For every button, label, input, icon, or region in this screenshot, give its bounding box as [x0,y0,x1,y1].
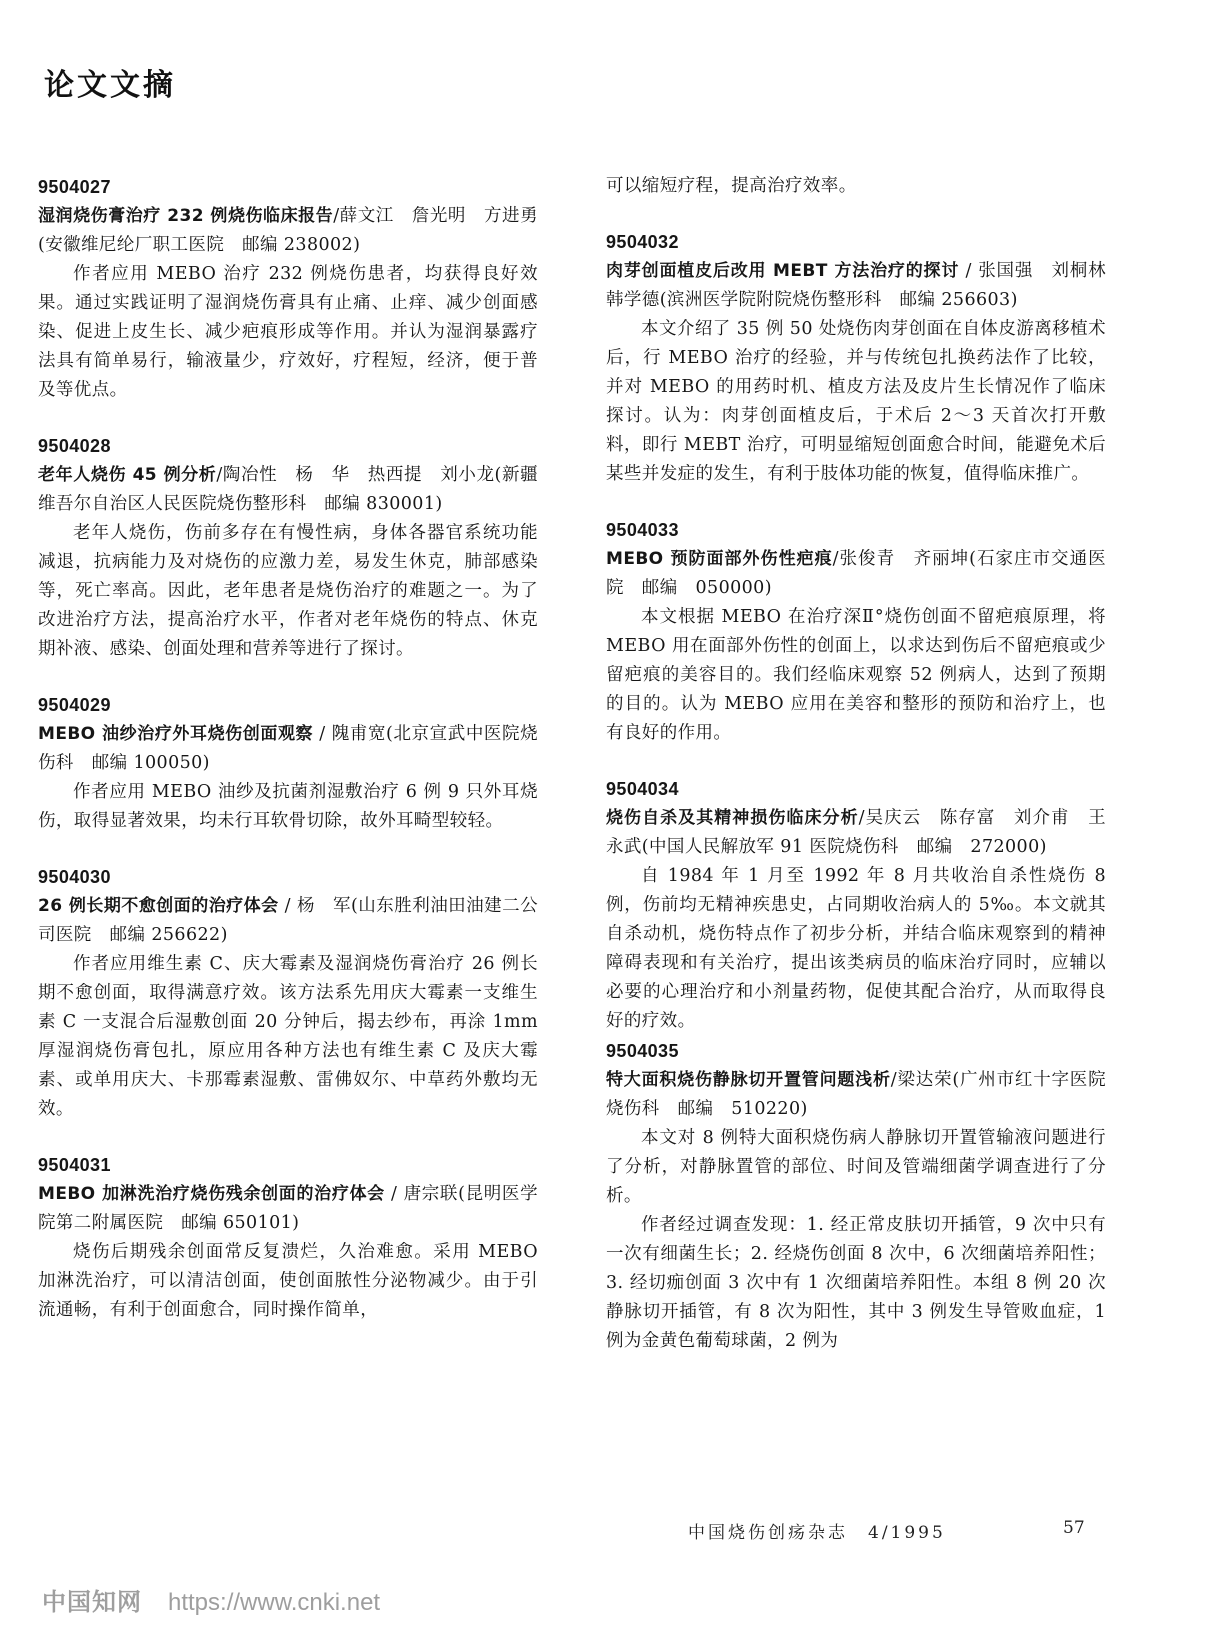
entry-title: 烧伤自杀及其精神损伤临床分析 [606,808,859,828]
cnki-logo-text: 中国知网 [42,1589,142,1616]
entry-title: MEBO 油纱治疗外耳烧伤创面观察 [38,724,314,744]
entry-title: 特大面积烧伤静脉切开置管问题浅析 [606,1070,891,1090]
entry-paragraph: 作者应用 MEBO 油纱及抗菌剂湿敷治疗 6 例 9 只外耳烧伤，取得显著效果，均未行耳软骨切除，故外耳畸型较轻。 [38,782,538,831]
entry-byline: /张俊青 齐丽坤(石家庄市交通医院 邮编 050000) [606,549,1106,598]
abstract-entry-9504035 [606,1036,1106,1356]
abstract-entry-9504028 [38,431,538,664]
entry-heading [606,545,1106,603]
entry-title: MEBO 预防面部外伤性疤痕 [606,549,833,569]
entry-paragraph: 作者应用维生素 C、庆大霉素及湿润烧伤膏治疗 26 例长期不愈创面，取得满意疗效。该方法系先用庆大霉素一支维生素 C 一支混合后湿敷创面 20 分钟后，揭去纱布，再涂 1mm 厚湿润烧伤膏包扎，原应用各种方法也有维生素 C 及庆大霉素、或单用庆大、卡那霉素湿敷、雷佛奴尔、中草药外敷均无效。 [38,954,538,1119]
abstract-entry-9504034 [606,774,1106,1036]
entry-paragraph: 作者应用 MEBO 治疗 232 例烧伤患者，均获得良好效果。通过实践证明了湿润烧伤膏具有止痛、止痒、减少创面感染、促进上皮生长、减少疤痕形成等作用。并认为湿润暴露疗法具有简单易行，输液量少，疗效好，疗程短，经济，便于普及等优点。 [38,264,538,400]
entry-title: 肉芽创面植皮后改用 MEBT 方法治疗的探讨 [606,261,960,281]
entry-title: 26 例长期不愈创面的治疗体会 [38,896,279,916]
right-column [606,172,1124,1356]
entry-paragraph: 本文对 8 例特大面积烧伤病人静脉切开置管输液问题进行了分析，对静脉置管的部位、时间及管端细菌学调查进行了分析。 [606,1128,1106,1206]
entry-paragraph: 老年人烧伤，伤前多存在有慢性病，身体各器官系统功能减退，抗病能力及对烧伤的应激力差，易发生休克，肺部感染等，死亡率高。因此，老年患者是烧伤治疗的难题之一。为了改进治疗方法，提高治疗水平，作者对老年烧伤的特点、休克期补液、感染、创面处理和营养等进行了探讨。 [38,523,538,659]
entry-title: 老年人烧伤 45 例分析 [38,465,217,485]
entry-heading [38,202,556,260]
entry-heading [38,720,538,778]
entry-byline: / 唐宗联(昆明医学院第二附属医院 邮编 650101) [38,1184,538,1233]
footer-journal-name: 中国烧伤创疡杂志 4/1995 [688,1523,946,1543]
entry-paragraph: 烧伤后期残余创面常反复溃烂，久治难愈。采用 MEBO 加淋洗治疗，可以清洁创面，使创面脓性分泌物减少。由于引流通畅，有利于创面愈合，同时操作简单， [38,1242,538,1320]
entry-title: MEBO 加淋洗治疗烧伤残余创面的治疗体会 [38,1184,385,1204]
abstract-entry-9504031 [38,1150,538,1325]
entry-id: 9504033 [606,520,679,540]
left-column [38,172,556,1325]
continued-paragraph: 可以缩短疗程，提高治疗效率。 [606,176,857,196]
entry-heading [38,1180,538,1238]
entry-byline: / 隗甫宽(北京宣武中医院烧伤科 邮编 100050) [38,724,538,773]
entry-paragraph: 作者经过调查发现：1. 经正常皮肤切开插管，9 次中只有一次有细菌生长；2. 经烧伤创面 8 次中，6 次细菌培养阳性；3. 经切痂创面 3 次中有 1 次细菌培养阳性。本组 8 例 20 次静脉切开插管，有 8 次为阳性，其中 3 例发生导管败血症，1 例为金黄色葡萄球菌，2 例为 [606,1215,1106,1351]
entry-id: 9504032 [606,232,679,252]
page-number: 57 [1063,1518,1085,1538]
entry-paragraph: 本文介绍了 35 例 50 处烧伤肉芽创面在自体皮游离移植术后，行 MEBO 治疗的经验，并与传统包扎换药法作了比较，并对 MEBO 的用药时机、植皮方法及皮片生长情况作了临床探讨。认为：肉芽创面植皮后，于术后 2～3 天首次打开敷料，即行 MEBT 治疗，可明显缩短创面愈合时间，能避免术后某些并发症的发生，有利于肢体功能的恢复，值得临床推广。 [606,319,1106,484]
entry-byline: / 张国强 刘桐林 韩学德(滨洲医学院附院烧伤整形科 邮编 256603) [606,261,1124,310]
entry-heading [38,892,538,950]
abstract-entry-9504033 [606,515,1106,748]
abstract-entry-9504027 [38,172,556,405]
entry-id: 9504034 [606,779,679,799]
entry-byline: /陶冶性 杨 华 热西提 刘小龙(新疆维吾尔自治区人民医院烧伤整形科 邮编 830001) [38,465,539,514]
entry-heading [606,257,1124,315]
abstract-entry-9504030 [38,862,538,1124]
entry-id: 9504028 [38,436,111,456]
entry-byline: / 杨 军(山东胜利油田油建二公司医院 邮编 256622) [38,896,539,945]
entry-byline: /薛文江 詹光明 方进勇 (安徽维尼纶厂职工医院 邮编 238002) [38,206,556,255]
entry-id: 9504029 [38,695,111,715]
cnki-url: https://www.cnki.net [168,1589,381,1616]
entry-paragraph: 自 1984 年 1 月至 1992 年 8 月共收治自杀性烧伤 8 例，伤前均无精神疾患史，占同期收治病人的 5‰。本文就其自杀动机，烧伤特点作了初步分析，并结合临床观察到的精神障碍表现和有关治疗，提出该类病员的临床治疗同时，应辅以必要的心理治疗和小剂量药物，促使其配合治疗，从而取得良好的疗效。 [606,866,1106,1031]
abstract-entry-9504032 [606,227,1124,489]
entry-id: 9504035 [606,1041,679,1061]
cnki-watermark [42,1582,380,1617]
entry-id: 9504031 [38,1155,111,1175]
entry-id: 9504027 [38,177,111,197]
entry-id: 9504030 [38,867,111,887]
abstract-entry-9504029 [38,690,538,836]
entry-heading [606,1066,1106,1124]
entry-title: 湿润烧伤膏治疗 232 例烧伤临床报告 [38,206,334,226]
section-title: 论文文摘 [44,68,176,103]
entry-heading [38,461,538,519]
entry-byline: /吴庆云 陈存富 刘介甫 王永武(中国人民解放军 91 医院烧伤科 邮编 272000) [606,808,1106,857]
entry-byline: /梁达荣(广州市红十字医院烧伤科 邮编 510220) [606,1070,1106,1119]
entry-heading [606,804,1106,862]
entry-paragraph: 本文根据 MEBO 在治疗深Ⅱ°烧伤创面不留疤痕原理，将 MEBO 用在面部外伤性的创面上，以求达到伤后不留疤痕或少留疤痕的美容目的。我们经临床观察 52 例病人，达到了预期的目的。认为 MEBO 应用在美容和整形的预防和治疗上，也有良好的作用。 [606,607,1106,743]
